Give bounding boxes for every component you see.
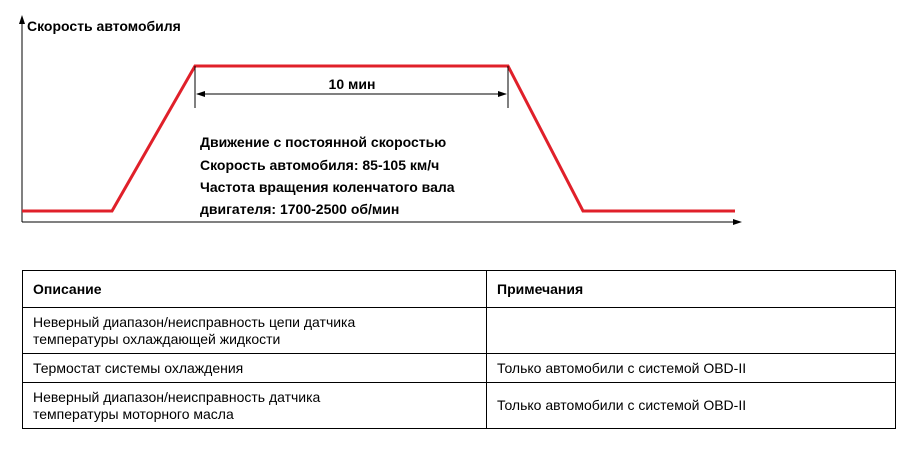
description-table <box>22 270 896 429</box>
table-row <box>23 354 896 383</box>
row-description-line: температуры моторного масла <box>33 405 234 422</box>
y-axis-label: Скорость автомобиля <box>27 18 181 34</box>
table-header-row <box>23 271 896 308</box>
row-description <box>23 383 487 429</box>
y-axis-arrow <box>19 15 25 24</box>
info-line-3: Частота вращения коленчатого вала <box>200 179 455 195</box>
row-description <box>23 354 487 383</box>
row-description <box>23 308 487 354</box>
table-row <box>23 383 896 429</box>
row-note: Только автомобили с системой OBD-II <box>487 354 896 383</box>
row-description-line: температуры охлаждающей жидкости <box>33 330 281 347</box>
table-row <box>23 308 896 354</box>
row-note <box>487 308 896 354</box>
header-notes: Примечания <box>487 271 896 308</box>
row-description-line: Термостат системы охлаждения <box>33 359 244 376</box>
x-axis-arrow <box>733 219 742 225</box>
header-description: Описание <box>23 271 487 308</box>
row-description-line: Неверный диапазон/неисправность цепи датчика <box>33 313 356 330</box>
duration-arrow-left <box>196 91 205 97</box>
info-line-2: Скорость автомобиля: 85-105 км/ч <box>200 157 440 173</box>
info-line-1: Движение с постоянной скоростью <box>200 134 447 150</box>
row-note: Только автомобили с системой OBD-II <box>487 383 896 429</box>
duration-arrow-right <box>498 91 507 97</box>
info-line-4: двигателя: 1700-2500 об/мин <box>200 201 400 217</box>
row-description-line: Неверный диапазон/неисправность датчика <box>33 388 321 405</box>
duration-label: 10 мин <box>328 76 376 92</box>
